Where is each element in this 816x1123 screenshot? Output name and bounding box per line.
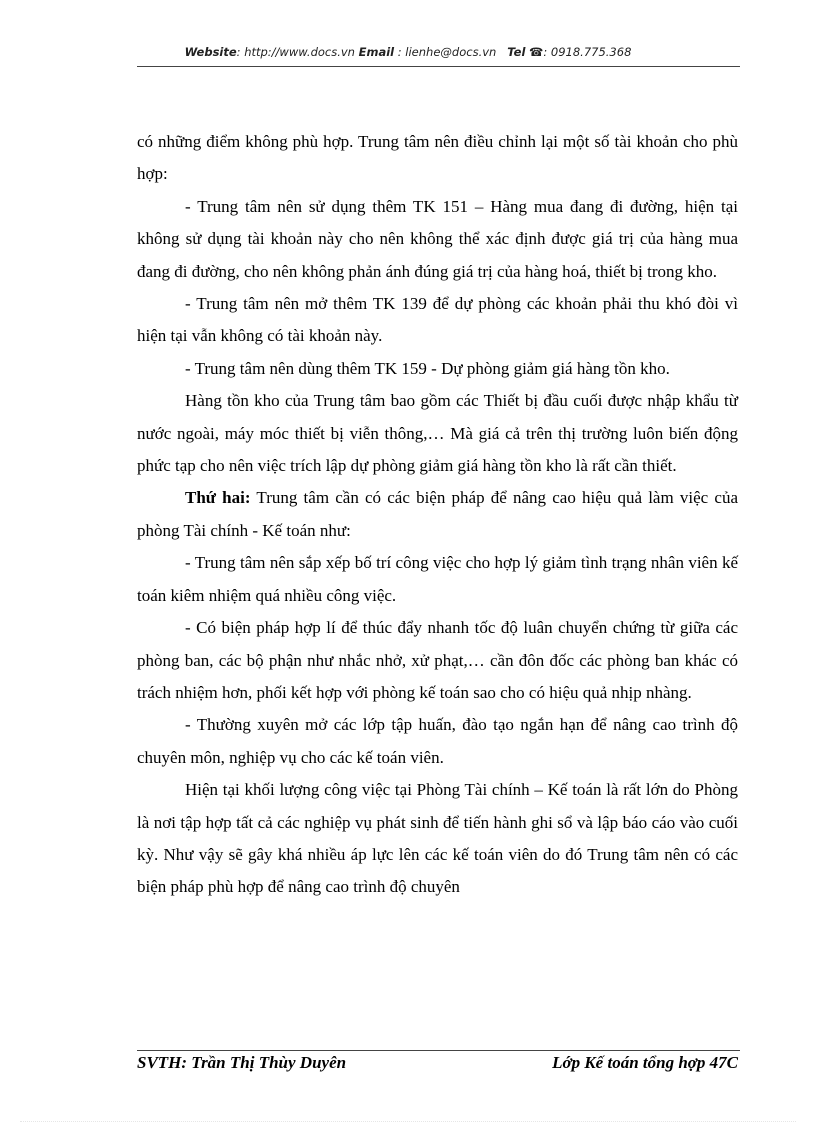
tel-label: Tel (507, 45, 526, 59)
website-value: : http://www.docs.vn (236, 45, 355, 59)
website-label: Website (184, 45, 237, 59)
paragraph-8: - Có biện pháp hợp lí để thúc đẩy nhanh tốc độ luân chuyển chứng từ giữa các phòng ban, các bộ phận như nhắc nhở, xử phạt,… cần đôn đốc các phòng ban khác có trách nhiệm hơn, phối kết hợp với phòng kế toán sao cho có hiệu quả nhịp nhàng. (137, 618, 738, 702)
document-body (137, 126, 738, 904)
paragraph-10: Hiện tại khối lượng công việc tại Phòng Tài chính – Kế toán là rất lớn do Phòng là nơi tập hợp tất cả các nghiệp vụ phát sinh để tiến hành ghi sổ và lập báo cáo vào cuối kỳ. Như vậy sẽ gây khá nhiều áp lực lên các kế toán viên do đó Trung tâm nên có các biện pháp phù hợp để nâng cao trình độ chuyên (137, 780, 738, 897)
paragraph-6 (137, 482, 738, 547)
paragraph-4: - Trung tâm nên dùng thêm TK 159 - Dự phòng giảm giá hàng tồn kho. (185, 358, 670, 378)
phone-icon: ☎ (529, 45, 544, 59)
page-header (0, 45, 816, 59)
header-divider (137, 66, 740, 67)
paragraph-6-heading: Thứ hai: (185, 488, 251, 508)
paragraph-6-text: Trung tâm cần có các biện pháp để nâng cao hiệu quả làm việc của phòng Tài chính - Kế toán như: (137, 488, 738, 540)
paragraph-5: Hàng tồn kho của Trung tâm bao gồm các Thiết bị đầu cuối được nhập khẩu từ nước ngoài, máy móc thiết bị viễn thông,… Mà giá cả trên thị trường luôn biến động phức tạp cho nên việc trích lập dự phòng giảm giá hàng tồn kho là rất cần thiết. (137, 391, 738, 476)
paragraph-7: - Trung tâm nên sắp xếp bố trí công việc cho hợp lý giảm tình trạng nhân viên kế toán kiêm nhiệm quá nhiều công việc. (137, 553, 738, 605)
page-edge (20, 1121, 796, 1122)
email-value: : lienhe@docs.vn (394, 45, 497, 59)
footer-student: SVTH: Trần Thị Thùy Duyên (137, 1053, 347, 1072)
footer-class: Lớp Kế toán tổng hợp 47C (552, 1053, 738, 1072)
email-label: Email (358, 45, 395, 59)
paragraph-9: - Thường xuyên mở các lớp tập huấn, đào tạo ngắn hạn để nâng cao trình độ chuyên môn, nghiệp vụ cho các kế toán viên. (137, 715, 738, 767)
footer-divider (137, 1050, 740, 1051)
paragraph-1: có những điểm không phù hợp. Trung tâm nên điều chỉnh lại một số tài khoản cho phù hợp: (137, 132, 738, 184)
paragraph-2: - Trung tâm nên sử dụng thêm TK 151 – Hàng mua đang đi đường, hiện tại không sử dụng tài khoản này cho nên không thể xác định được giá trị của hàng mua đang đi đường, cho nên không phản ánh đúng giá trị của hàng hoá, thiết bị trong kho. (137, 196, 738, 281)
tel-value: : 0918.775.368 (543, 45, 632, 59)
paragraph-3: - Trung tâm nên mở thêm TK 139 để dự phòng các khoản phải thu khó đòi vì hiện tại vẫn không có tài khoản này. (137, 294, 738, 346)
